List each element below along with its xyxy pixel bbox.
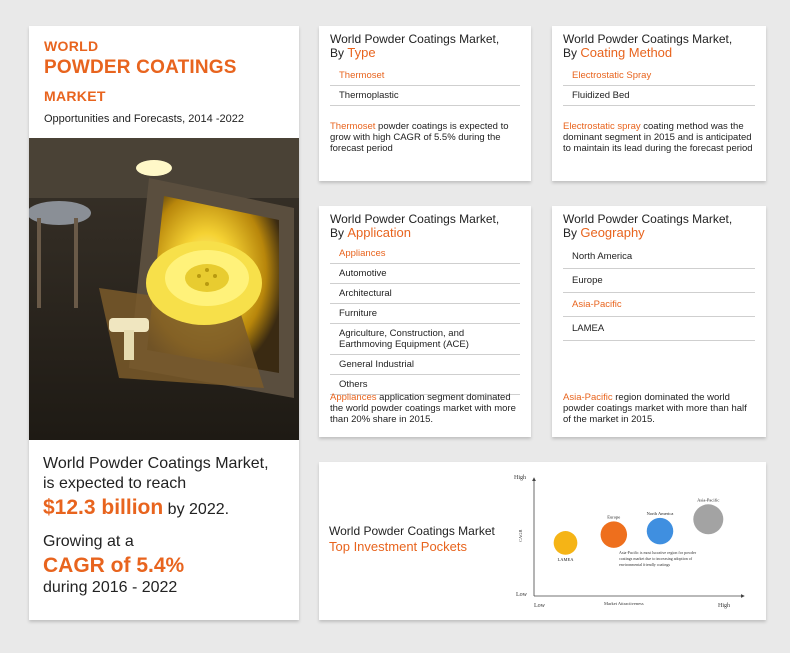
- bubble-chart-svg: [504, 468, 759, 616]
- segment-list: [563, 66, 755, 106]
- list-item: LAMEA: [563, 317, 755, 341]
- market-value: $12.3 billion: [43, 496, 164, 519]
- segment-title: World Powder Coatings Market, By Application: [330, 212, 500, 240]
- list-item: Fluidized Bed: [563, 86, 755, 106]
- market-stats: [43, 454, 293, 598]
- segment-note: Electrostatic spray coating method was the dominant segment in 2015 and is anticipated to maintain its lead during the forecast period: [563, 121, 753, 154]
- list-item: Agriculture, Construction, and Earthmoving Equipment (ACE): [330, 324, 520, 355]
- page-title: POWDER COATINGS: [44, 57, 237, 78]
- investment-pockets-card: [319, 462, 766, 620]
- page-subtitle: Opportunities and Forecasts, 2014 -2022: [44, 113, 244, 125]
- segment-note: Appliances application segment dominated the world powder coatings market with more than 20% share in 2015.: [330, 392, 516, 425]
- stat-line: World Powder Coatings Market,: [43, 455, 269, 472]
- bubble-europe: [601, 521, 628, 548]
- cagr-value: CAGR of 5.4%: [43, 554, 185, 577]
- bubble-lamea: [554, 531, 578, 555]
- bubble-asia-pacific: [693, 504, 723, 534]
- list-item: Thermoset: [330, 66, 520, 86]
- bubble-label: Europe: [607, 514, 621, 520]
- list-item: Furniture: [330, 304, 520, 324]
- segment-card-geography: [552, 206, 766, 437]
- bubble-label: North America: [646, 510, 674, 516]
- list-item: Asia-Pacific: [563, 293, 755, 317]
- bubble-label: LAMEA: [557, 556, 574, 562]
- list-item: Others: [330, 375, 520, 395]
- segment-note: Thermoset powder coatings is expected to grow with high CAGR of 5.5% during the forecast period: [330, 121, 509, 154]
- list-item: Architectural: [330, 284, 520, 304]
- segment-card-application: [319, 206, 531, 437]
- stat-line: is expected to reach: [43, 475, 187, 492]
- y-axis-label: CAGR: [518, 529, 523, 542]
- list-item: Appliances: [330, 244, 520, 264]
- market-value-suffix: by 2022.: [167, 501, 230, 518]
- segment-note: Asia-Pacific region dominated the world powder coatings market with more than half of the market in 2015.: [563, 392, 747, 425]
- investment-bubble-chart: [504, 468, 759, 616]
- bubble-label: Asia-Pacific: [697, 497, 720, 503]
- segment-list: [563, 245, 755, 341]
- segment-list: [330, 66, 520, 106]
- header-world: WORLD: [44, 38, 99, 54]
- segment-title: World Powder Coatings Market, By Geography: [563, 212, 733, 240]
- list-item: North America: [563, 245, 755, 269]
- chart-annotation-line: Asia-Pacific is most lucrative region for powder: [619, 550, 697, 555]
- x-tick-low: Low: [534, 603, 545, 609]
- segment-card-type: [319, 26, 531, 181]
- x-axis-label: Market Attractiveness: [604, 601, 644, 606]
- list-item: General Industrial: [330, 355, 520, 375]
- list-item: Automotive: [330, 264, 520, 284]
- investment-title: World Powder Coatings Market Top Investment Pockets: [329, 524, 495, 554]
- segment-title: World Powder Coatings Market, By Coating Method: [563, 32, 733, 60]
- y-tick-high: High: [514, 475, 526, 481]
- segment-title: World Powder Coatings Market, By Type: [330, 32, 500, 60]
- stat-line: during 2016 - 2022: [43, 579, 178, 596]
- bubble-north-america: [647, 518, 674, 545]
- list-item: Electrostatic Spray: [563, 66, 755, 86]
- summary-card: [29, 26, 299, 620]
- chart-annotation-line: coatings market due to increasing adoption of: [619, 556, 693, 561]
- segment-card-coating-method: [552, 26, 766, 181]
- chart-annotation-line: environmental friendly coatings: [619, 562, 671, 567]
- stat-line: Growing at a: [43, 533, 134, 550]
- segment-list: [330, 244, 520, 395]
- list-item: Europe: [563, 269, 755, 293]
- powder-coating-oven-photo: [29, 138, 299, 440]
- x-tick-high: High: [718, 603, 730, 609]
- header-market: MARKET: [44, 88, 106, 104]
- y-tick-low: Low: [516, 592, 527, 598]
- list-item: Thermoplastic: [330, 86, 520, 106]
